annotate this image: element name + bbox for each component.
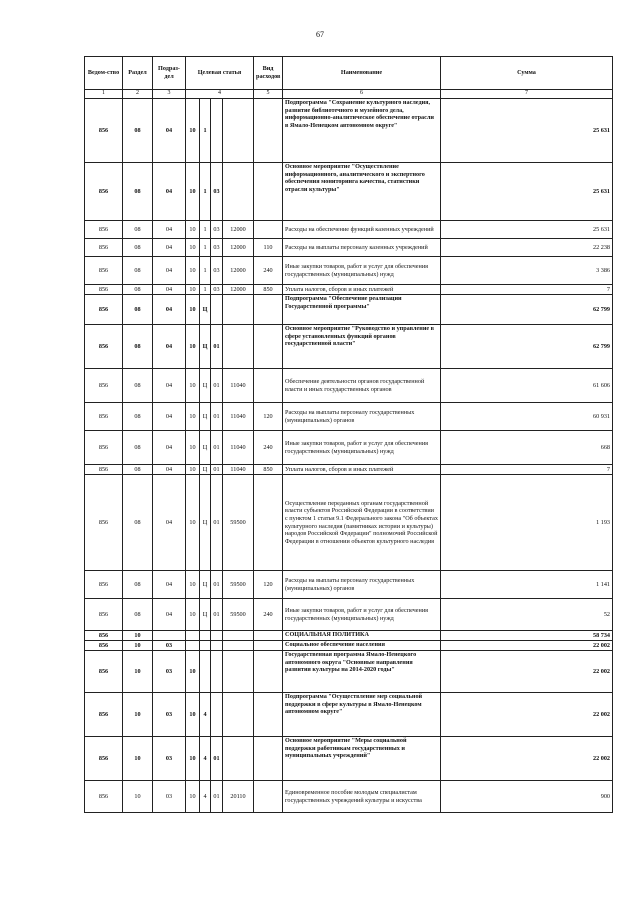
cell-name: Иные закупки товаров, работ и услуг для обеспечения государственных (муниципальных) нужд [283,257,441,285]
cell-sum: 22 002 [441,693,613,737]
cell-subprogram: Ц [200,325,211,369]
cell-activity: 01 [211,475,223,571]
column-number: 6 [283,90,441,99]
cell-program: 10 [186,403,200,431]
cell-name: Государственная программа Ямало-Ненецкого автономного округа "Основные направления развития культуры на 2014-2020 годы" [283,651,441,693]
cell-expense-type [254,693,283,737]
cell-podrazdel: 04 [153,163,186,221]
cell-direction: 12000 [223,221,254,239]
cell-name: СОЦИАЛЬНАЯ ПОЛИТИКА [283,631,441,641]
cell-podrazdel: 03 [153,693,186,737]
cell-podrazdel [153,631,186,641]
cell-razdel: 08 [123,257,153,285]
table-row [85,239,613,257]
table-row [85,295,613,325]
cell-name: Основное мероприятие "Руководство и управление в сфере установленных функций органов государственной власти" [283,325,441,369]
cell-direction [223,631,254,641]
cell-subprogram: 4 [200,737,211,781]
cell-vedomstvo: 856 [85,239,123,257]
table-row [85,693,613,737]
column-number: 2 [123,90,153,99]
cell-program: 10 [186,431,200,465]
table-row [85,369,613,403]
cell-razdel: 08 [123,369,153,403]
cell-activity: 01 [211,369,223,403]
cell-program: 10 [186,99,200,163]
cell-expense-type [254,737,283,781]
cell-program: 10 [186,781,200,813]
cell-podrazdel: 04 [153,369,186,403]
cell-direction: 11040 [223,465,254,475]
cell-direction: 59500 [223,571,254,599]
cell-direction [223,295,254,325]
cell-subprogram [200,641,211,651]
cell-vedomstvo: 856 [85,631,123,641]
table-row [85,599,613,631]
cell-sum: 22 002 [441,641,613,651]
cell-program: 10 [186,295,200,325]
cell-subprogram: 4 [200,693,211,737]
cell-sum: 900 [441,781,613,813]
cell-podrazdel: 03 [153,781,186,813]
cell-direction: 59500 [223,475,254,571]
header-target-article: Целевая статья [186,57,254,90]
cell-vedomstvo: 856 [85,163,123,221]
cell-razdel: 10 [123,641,153,651]
cell-name: Уплата налогов, сборов и иных платежей [283,465,441,475]
cell-name: Подпрограмма "Сохранение культурного наследия, развитие библиотечного и музейного дела, информационно-аналитическое обеспечение отрасли в Ямало-Ненецком автономном округе" [283,99,441,163]
cell-program: 10 [186,693,200,737]
cell-program: 10 [186,221,200,239]
cell-name: Обеспечение деятельности органов государственной власти и иных государственных органов [283,369,441,403]
cell-razdel: 08 [123,99,153,163]
cell-subprogram: Ц [200,465,211,475]
cell-program: 10 [186,325,200,369]
cell-subprogram: Ц [200,369,211,403]
cell-sum: 7 [441,465,613,475]
cell-razdel: 10 [123,651,153,693]
cell-direction [223,651,254,693]
cell-podrazdel: 04 [153,295,186,325]
cell-vedomstvo: 856 [85,295,123,325]
cell-expense-type: 850 [254,465,283,475]
cell-expense-type [254,781,283,813]
cell-sum: 668 [441,431,613,465]
cell-expense-type [254,221,283,239]
cell-activity [211,641,223,651]
table-row [85,431,613,465]
cell-program: 10 [186,239,200,257]
cell-subprogram [200,651,211,693]
cell-podrazdel: 04 [153,221,186,239]
cell-expense-type: 120 [254,571,283,599]
cell-podrazdel: 04 [153,239,186,257]
cell-program: 10 [186,369,200,403]
cell-activity [211,651,223,693]
cell-expense-type: 120 [254,403,283,431]
cell-sum: 25 631 [441,221,613,239]
cell-sum: 1 141 [441,571,613,599]
table-row [85,651,613,693]
column-number: 7 [441,90,613,99]
cell-expense-type [254,369,283,403]
cell-name: Расходы на выплаты персоналу государственных (муниципальных) органов [283,403,441,431]
cell-expense-type [254,163,283,221]
cell-sum: 52 [441,599,613,631]
cell-direction [223,163,254,221]
cell-subprogram: 1 [200,239,211,257]
cell-name: Осуществление переданных органам государственной власти субъектов Российской Федерации в соответствии с пунктом 1 статьи 9.1 Федерального закона "Об объектах культурного наследия (памятниках истории и культуры) народов Российской Федерации" полномочий Российской Федерации в отношении объектов культурного наследия [283,475,441,571]
cell-vedomstvo: 856 [85,465,123,475]
cell-activity: 03 [211,239,223,257]
cell-activity: 01 [211,325,223,369]
cell-razdel: 10 [123,631,153,641]
cell-expense-type [254,475,283,571]
cell-name: Основное мероприятие "Осуществление информационного, аналитического и экспертного обеспечения мониторинга качества, статистики отрасли культуры" [283,163,441,221]
cell-subprogram: Ц [200,295,211,325]
cell-activity [211,99,223,163]
cell-direction: 12000 [223,257,254,285]
cell-podrazdel: 04 [153,325,186,369]
cell-program: 10 [186,737,200,781]
cell-razdel: 08 [123,325,153,369]
cell-activity: 01 [211,737,223,781]
header-vedomstvo: Ведом-ство [85,57,123,90]
cell-vedomstvo: 856 [85,403,123,431]
cell-razdel: 08 [123,403,153,431]
cell-razdel: 08 [123,221,153,239]
cell-razdel: 08 [123,239,153,257]
cell-subprogram: 1 [200,257,211,285]
table-body [85,99,613,813]
cell-subprogram: 1 [200,163,211,221]
cell-razdel: 08 [123,475,153,571]
table-row [85,571,613,599]
cell-program: 10 [186,475,200,571]
table-row [85,257,613,285]
cell-sum: 3 386 [441,257,613,285]
cell-podrazdel: 04 [153,431,186,465]
cell-name: Подпрограмма "Осуществление мер социальной поддержки в сфере культуры в Ямало-Ненецком автономном округе" [283,693,441,737]
cell-activity: 03 [211,163,223,221]
cell-program: 10 [186,465,200,475]
cell-vedomstvo: 856 [85,325,123,369]
column-number: 3 [153,90,186,99]
header-expense-type: Вид расходов [254,57,283,90]
cell-name: Иные закупки товаров, работ и услуг для обеспечения государственных (муниципальных) нужд [283,431,441,465]
cell-podrazdel: 04 [153,571,186,599]
cell-program: 10 [186,163,200,221]
cell-vedomstvo: 856 [85,737,123,781]
cell-subprogram: Ц [200,571,211,599]
cell-sum: 62 799 [441,295,613,325]
cell-program: 10 [186,651,200,693]
cell-razdel: 10 [123,693,153,737]
cell-podrazdel: 04 [153,599,186,631]
cell-name: Подпрограмма "Обеспечение реализации Государственной программы" [283,295,441,325]
cell-podrazdel: 04 [153,475,186,571]
cell-sum: 61 606 [441,369,613,403]
cell-name: Иные закупки товаров, работ и услуг для обеспечения государственных (муниципальных) нужд [283,599,441,631]
column-number: 1 [85,90,123,99]
column-number: 5 [254,90,283,99]
table-row [85,285,613,295]
cell-vedomstvo: 856 [85,599,123,631]
table-row [85,641,613,651]
cell-vedomstvo: 856 [85,641,123,651]
cell-razdel: 08 [123,599,153,631]
cell-direction: 59500 [223,599,254,631]
cell-subprogram: 1 [200,99,211,163]
cell-subprogram: Ц [200,403,211,431]
cell-activity: 01 [211,431,223,465]
cell-vedomstvo: 856 [85,369,123,403]
cell-activity: 01 [211,465,223,475]
cell-podrazdel: 04 [153,99,186,163]
cell-expense-type: 850 [254,285,283,295]
table-row [85,781,613,813]
cell-name: Основное мероприятие "Меры социальной поддержки работникам государственных и муниципальных учреждений" [283,737,441,781]
cell-activity: 03 [211,257,223,285]
cell-razdel: 10 [123,781,153,813]
cell-podrazdel: 04 [153,285,186,295]
cell-podrazdel: 03 [153,737,186,781]
table-row [85,325,613,369]
cell-vedomstvo: 856 [85,651,123,693]
cell-activity: 01 [211,571,223,599]
cell-expense-type: 240 [254,599,283,631]
cell-razdel: 08 [123,163,153,221]
cell-sum: 7 [441,285,613,295]
cell-direction: 11040 [223,431,254,465]
page-number: 67 [316,30,324,39]
cell-direction [223,641,254,651]
header-podrazdel: Подраз-дел [153,57,186,90]
cell-expense-type: 110 [254,239,283,257]
cell-program [186,641,200,651]
cell-sum: 22 238 [441,239,613,257]
header-razdel: Раздел [123,57,153,90]
cell-sum: 22 002 [441,737,613,781]
cell-subprogram: Ц [200,599,211,631]
cell-program [186,631,200,641]
cell-expense-type [254,99,283,163]
cell-expense-type [254,631,283,641]
cell-program: 10 [186,571,200,599]
table-row [85,475,613,571]
cell-name: Расходы на выплаты персоналу государственных (муниципальных) органов [283,571,441,599]
cell-vedomstvo: 856 [85,693,123,737]
cell-razdel: 08 [123,571,153,599]
cell-podrazdel: 03 [153,641,186,651]
cell-program: 10 [186,599,200,631]
budget-table [84,56,613,813]
table-row [85,99,613,163]
cell-vedomstvo: 856 [85,475,123,571]
cell-sum: 25 631 [441,99,613,163]
table-row [85,403,613,431]
cell-direction: 20110 [223,781,254,813]
column-number-row [85,90,613,99]
cell-subprogram: 1 [200,221,211,239]
cell-name: Уплата налогов, сборов и иных платежей [283,285,441,295]
cell-podrazdel: 04 [153,403,186,431]
table-header-row [85,57,613,90]
cell-subprogram: Ц [200,431,211,465]
cell-direction [223,693,254,737]
cell-razdel: 08 [123,285,153,295]
column-number: 4 [186,90,254,99]
cell-subprogram: 4 [200,781,211,813]
cell-program: 10 [186,285,200,295]
cell-razdel: 08 [123,431,153,465]
cell-expense-type [254,295,283,325]
cell-direction [223,99,254,163]
cell-sum: 62 799 [441,325,613,369]
cell-subprogram: 1 [200,285,211,295]
cell-direction: 12000 [223,285,254,295]
cell-expense-type: 240 [254,431,283,465]
cell-sum: 58 734 [441,631,613,641]
cell-sum: 60 931 [441,403,613,431]
cell-vedomstvo: 856 [85,431,123,465]
cell-razdel: 10 [123,737,153,781]
cell-direction: 12000 [223,239,254,257]
cell-vedomstvo: 856 [85,285,123,295]
cell-activity: 01 [211,403,223,431]
cell-activity: 03 [211,285,223,295]
cell-podrazdel: 04 [153,465,186,475]
cell-expense-type [254,325,283,369]
table-row [85,221,613,239]
cell-activity: 03 [211,221,223,239]
cell-podrazdel: 04 [153,257,186,285]
cell-program: 10 [186,257,200,285]
cell-direction [223,737,254,781]
cell-vedomstvo: 856 [85,221,123,239]
cell-sum: 22 002 [441,651,613,693]
cell-razdel: 08 [123,465,153,475]
cell-name: Расходы на выплаты персоналу казенных учреждений [283,239,441,257]
cell-name: Социальное обеспечение населения [283,641,441,651]
cell-vedomstvo: 856 [85,571,123,599]
cell-vedomstvo: 856 [85,781,123,813]
cell-direction [223,325,254,369]
cell-activity [211,295,223,325]
table-row [85,737,613,781]
cell-sum: 25 631 [441,163,613,221]
cell-expense-type [254,641,283,651]
cell-vedomstvo: 856 [85,257,123,285]
cell-expense-type [254,651,283,693]
cell-vedomstvo: 856 [85,99,123,163]
cell-direction: 11040 [223,403,254,431]
cell-name: Расходы на обеспечение функций казенных учреждений [283,221,441,239]
header-sum: Сумма [441,57,613,90]
cell-activity: 01 [211,781,223,813]
table-row [85,465,613,475]
cell-subprogram [200,631,211,641]
cell-name: Единовременное пособие молодым специалистам государственных учреждений культуры и искусства [283,781,441,813]
cell-podrazdel: 03 [153,651,186,693]
cell-direction: 11040 [223,369,254,403]
cell-razdel: 08 [123,295,153,325]
cell-activity [211,693,223,737]
cell-activity: 01 [211,599,223,631]
header-name: Наименование [283,57,441,90]
cell-activity [211,631,223,641]
table-row [85,631,613,641]
cell-expense-type: 240 [254,257,283,285]
cell-subprogram: Ц [200,475,211,571]
table-row [85,163,613,221]
cell-sum: 1 193 [441,475,613,571]
